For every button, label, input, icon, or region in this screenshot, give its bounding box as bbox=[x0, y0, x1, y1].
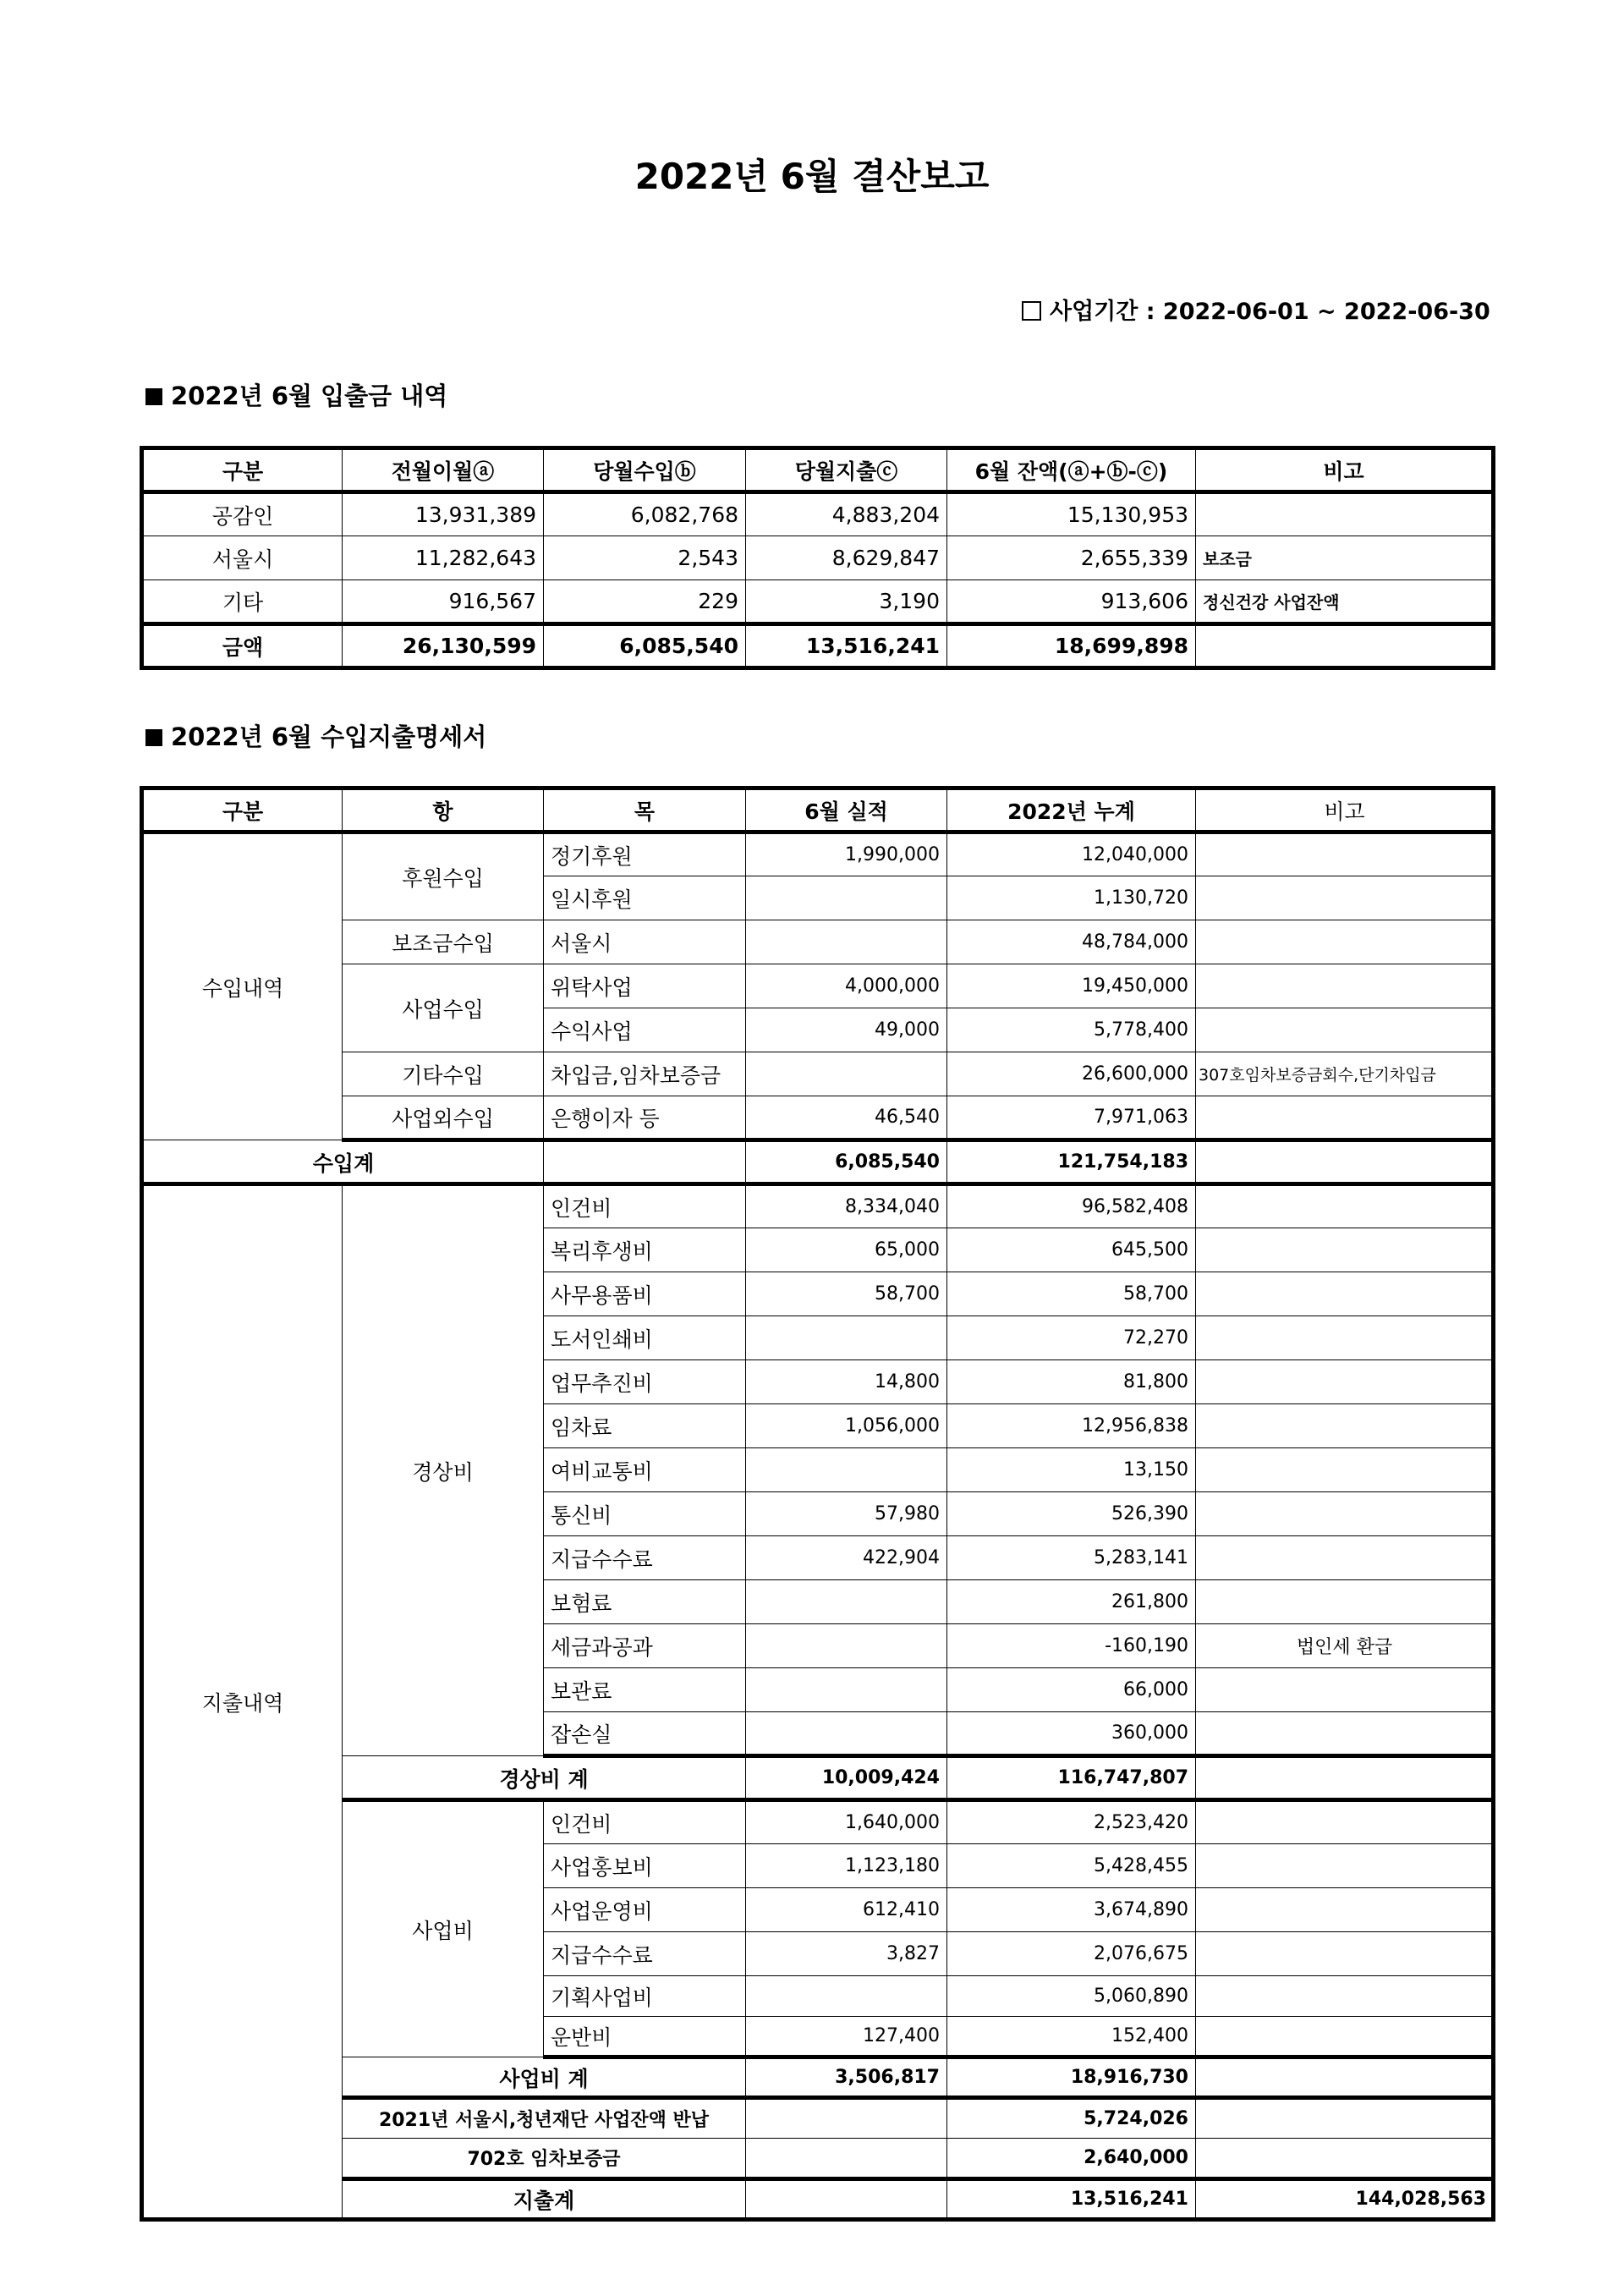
income-cell: 2,543 bbox=[544, 536, 746, 580]
item-cell: 업무추진비 bbox=[544, 1360, 746, 1404]
income-expense-table bbox=[140, 786, 1495, 2222]
income-cell: 6,082,768 bbox=[544, 492, 746, 536]
header-cell: 6월 실적 bbox=[746, 788, 947, 832]
item-cell: 서울시 bbox=[544, 920, 746, 964]
group-label: 기타수입 bbox=[343, 1052, 544, 1096]
project-total-note bbox=[1196, 2057, 1494, 2098]
note-cell bbox=[1196, 2017, 1494, 2057]
month-cell: 14,800 bbox=[746, 1360, 947, 1404]
income-total-item bbox=[544, 1140, 746, 1184]
project-total-label: 사업비 계 bbox=[343, 2057, 746, 2098]
table-row bbox=[142, 964, 1494, 1008]
month-cell: 1,640,000 bbox=[746, 1800, 947, 1844]
ytd-cell: 645,500 bbox=[947, 1228, 1196, 1272]
prev-cell: 11,282,643 bbox=[343, 536, 544, 580]
month-cell bbox=[746, 1448, 947, 1492]
month-cell bbox=[746, 1976, 947, 2017]
table-row bbox=[142, 920, 1494, 964]
table-row bbox=[142, 492, 1494, 536]
month-cell: 1,990,000 bbox=[746, 832, 947, 876]
note-cell bbox=[1196, 1184, 1494, 1228]
item-cell: 도서인쇄비 bbox=[544, 1316, 746, 1360]
month-cell bbox=[746, 920, 947, 964]
ytd-cell: 81,800 bbox=[947, 1360, 1196, 1404]
note-cell bbox=[1196, 832, 1494, 876]
total-prev: 26,130,599 bbox=[343, 624, 544, 668]
group-label: 사업수입 bbox=[343, 964, 544, 1052]
table-row bbox=[142, 1096, 1494, 1140]
group-label: 경상비 bbox=[343, 1184, 544, 1756]
table-row bbox=[142, 1184, 1494, 1228]
ytd-cell: 3,674,890 bbox=[947, 1888, 1196, 1932]
ytd-cell: 261,800 bbox=[947, 1580, 1196, 1624]
header-cell: 6월 잔액(ⓐ+ⓑ-ⓒ) bbox=[947, 448, 1196, 492]
ytd-cell: 7,971,063 bbox=[947, 1096, 1196, 1140]
note-cell bbox=[1196, 876, 1494, 920]
deposit-note bbox=[1196, 2139, 1494, 2179]
note-cell bbox=[1196, 492, 1494, 536]
ytd-cell: 12,956,838 bbox=[947, 1404, 1196, 1448]
ytd-cell: 48,784,000 bbox=[947, 920, 1196, 964]
operating-total-ytd: 116,747,807 bbox=[947, 1756, 1196, 1800]
month-cell bbox=[746, 1668, 947, 1712]
ytd-cell: 5,060,890 bbox=[947, 1976, 1196, 2017]
table-row bbox=[142, 1052, 1494, 1096]
operating-total-month: 10,009,424 bbox=[746, 1756, 947, 1800]
expense-total-row bbox=[142, 2179, 1494, 2220]
note-cell: 307호임차보증금회수,단기차입금 bbox=[1196, 1052, 1494, 1096]
item-cell: 잡손실 bbox=[544, 1712, 746, 1756]
item-cell: 차입금,임차보증금 bbox=[544, 1052, 746, 1096]
ytd-cell: 526,390 bbox=[947, 1492, 1196, 1536]
income-cell: 229 bbox=[544, 580, 746, 624]
table-header-row bbox=[142, 448, 1494, 492]
income-section-label: 수입내역 bbox=[142, 832, 343, 1140]
business-period-text: 사업기간 : 2022-06-01 ~ 2022-06-30 bbox=[1050, 299, 1490, 325]
header-cell: 전월이월ⓐ bbox=[343, 448, 544, 492]
note-cell: 법인세 환급 bbox=[1196, 1624, 1494, 1668]
month-cell: 58,700 bbox=[746, 1272, 947, 1316]
note-cell bbox=[1196, 964, 1494, 1008]
header-cell: 당월수입ⓑ bbox=[544, 448, 746, 492]
item-cell: 임차료 bbox=[544, 1404, 746, 1448]
note-cell bbox=[1196, 1668, 1494, 1712]
note-cell bbox=[1196, 1976, 1494, 2017]
total-balance: 18,699,898 bbox=[947, 624, 1196, 668]
item-cell: 운반비 bbox=[544, 2017, 746, 2057]
project-total-ytd: 18,916,730 bbox=[947, 2057, 1196, 2098]
black-square-icon bbox=[145, 388, 162, 405]
group-label: 사업비 bbox=[343, 1800, 544, 2057]
expense-total-item bbox=[746, 2179, 947, 2220]
group-label: 사업외수입 bbox=[343, 1096, 544, 1140]
item-cell: 정기후원 bbox=[544, 832, 746, 876]
total-label: 금액 bbox=[142, 624, 343, 668]
table-header-row bbox=[142, 788, 1494, 832]
item-cell: 인건비 bbox=[544, 1800, 746, 1844]
note-cell bbox=[1196, 1228, 1494, 1272]
note-cell bbox=[1196, 1712, 1494, 1756]
refund-ytd: 5,724,026 bbox=[947, 2098, 1196, 2139]
header-cell: 목 bbox=[544, 788, 746, 832]
row-name: 기타 bbox=[142, 580, 343, 624]
header-cell: 비고 bbox=[1196, 788, 1494, 832]
row-name: 서울시 bbox=[142, 536, 343, 580]
ytd-cell: 5,283,141 bbox=[947, 1536, 1196, 1580]
total-income: 6,085,540 bbox=[544, 624, 746, 668]
prev-cell: 916,567 bbox=[343, 580, 544, 624]
note-cell bbox=[1196, 1316, 1494, 1360]
ytd-cell: 360,000 bbox=[947, 1712, 1196, 1756]
note-cell bbox=[1196, 920, 1494, 964]
item-cell: 지급수수료 bbox=[544, 1932, 746, 1976]
income-total-month: 6,085,540 bbox=[746, 1140, 947, 1184]
header-cell: 항 bbox=[343, 788, 544, 832]
note-cell bbox=[1196, 1448, 1494, 1492]
black-square-icon bbox=[145, 729, 162, 746]
note-cell: 정신건강 사업잔액 bbox=[1196, 580, 1494, 624]
group-label: 보조금수입 bbox=[343, 920, 544, 964]
month-cell: 612,410 bbox=[746, 1888, 947, 1932]
month-cell: 3,827 bbox=[746, 1932, 947, 1976]
total-row bbox=[142, 624, 1494, 668]
income-total-row bbox=[142, 1140, 1494, 1184]
subtotal-row bbox=[142, 1756, 1494, 1800]
note-cell bbox=[1196, 1932, 1494, 1976]
deposit-month bbox=[746, 2139, 947, 2179]
ytd-cell: 12,040,000 bbox=[947, 832, 1196, 876]
month-cell: 4,000,000 bbox=[746, 964, 947, 1008]
page-title: 2022년 6월 결산보고 bbox=[634, 156, 990, 197]
ytd-cell: 96,582,408 bbox=[947, 1184, 1196, 1228]
month-cell: 422,904 bbox=[746, 1536, 947, 1580]
table-row bbox=[142, 1800, 1494, 1844]
note-cell bbox=[1196, 1008, 1494, 1052]
item-cell: 세금과공과 bbox=[544, 1624, 746, 1668]
item-cell: 인건비 bbox=[544, 1184, 746, 1228]
operating-total-note bbox=[1196, 1756, 1494, 1800]
item-cell: 보관료 bbox=[544, 1668, 746, 1712]
table-row bbox=[142, 580, 1494, 624]
month-cell bbox=[746, 876, 947, 920]
ytd-cell: 58,700 bbox=[947, 1272, 1196, 1316]
item-cell: 보험료 bbox=[544, 1580, 746, 1624]
note-cell bbox=[1196, 1096, 1494, 1140]
row-name: 공감인 bbox=[142, 492, 343, 536]
cashflow-table bbox=[140, 446, 1495, 670]
section-heading-cashflow: 2022년 6월 입출금 내역 bbox=[145, 377, 447, 412]
table-row bbox=[142, 536, 1494, 580]
item-cell: 복리후생비 bbox=[544, 1228, 746, 1272]
table-row bbox=[142, 2098, 1494, 2139]
balance-cell: 15,130,953 bbox=[947, 492, 1196, 536]
item-cell: 일시후원 bbox=[544, 876, 746, 920]
ytd-cell: -160,190 bbox=[947, 1624, 1196, 1668]
header-cell: 당월지출ⓒ bbox=[746, 448, 947, 492]
month-cell: 65,000 bbox=[746, 1228, 947, 1272]
header-cell: 2022년 누계 bbox=[947, 788, 1196, 832]
business-period bbox=[1022, 293, 1490, 326]
item-cell: 여비교통비 bbox=[544, 1448, 746, 1492]
refund-label: 2021년 서울시,청년재단 사업잔액 반납 bbox=[343, 2098, 746, 2139]
ytd-cell: 2,523,420 bbox=[947, 1800, 1196, 1844]
income-total-note bbox=[1196, 1140, 1494, 1184]
item-cell: 통신비 bbox=[544, 1492, 746, 1536]
header-cell: 구분 bbox=[142, 788, 343, 832]
item-cell: 수익사업 bbox=[544, 1008, 746, 1052]
expense-total-ytd: 144,028,563 bbox=[1196, 2179, 1494, 2220]
table-row bbox=[142, 2139, 1494, 2179]
deposit-ytd: 2,640,000 bbox=[947, 2139, 1196, 2179]
note-cell bbox=[1196, 1492, 1494, 1536]
item-cell: 은행이자 등 bbox=[544, 1096, 746, 1140]
month-cell: 57,980 bbox=[746, 1492, 947, 1536]
month-cell bbox=[746, 1052, 947, 1096]
note-cell: 보조금 bbox=[1196, 536, 1494, 580]
income-total-label: 수입계 bbox=[142, 1140, 544, 1184]
ytd-cell: 1,130,720 bbox=[947, 876, 1196, 920]
expense-total-month: 13,516,241 bbox=[947, 2179, 1196, 2220]
month-cell: 8,334,040 bbox=[746, 1184, 947, 1228]
note-cell bbox=[1196, 1580, 1494, 1624]
note-cell bbox=[1196, 1404, 1494, 1448]
balance-cell: 2,655,339 bbox=[947, 536, 1196, 580]
expense-cell: 4,883,204 bbox=[746, 492, 947, 536]
month-cell: 1,123,180 bbox=[746, 1844, 947, 1888]
month-cell: 49,000 bbox=[746, 1008, 947, 1052]
ytd-cell: 2,076,675 bbox=[947, 1932, 1196, 1976]
item-cell: 사업홍보비 bbox=[544, 1844, 746, 1888]
month-cell bbox=[746, 1580, 947, 1624]
note-cell bbox=[1196, 1888, 1494, 1932]
month-cell: 46,540 bbox=[746, 1096, 947, 1140]
expense-cell: 8,629,847 bbox=[746, 536, 947, 580]
note-cell bbox=[1196, 1360, 1494, 1404]
ytd-cell: 5,778,400 bbox=[947, 1008, 1196, 1052]
header-cell: 구분 bbox=[142, 448, 343, 492]
refund-month bbox=[746, 2098, 947, 2139]
header-cell: 비고 bbox=[1196, 448, 1494, 492]
month-cell bbox=[746, 1624, 947, 1668]
subtotal-row bbox=[142, 2057, 1494, 2098]
ytd-cell: 19,450,000 bbox=[947, 964, 1196, 1008]
checkbox-square-icon bbox=[1022, 301, 1041, 321]
month-cell: 127,400 bbox=[746, 2017, 947, 2057]
table-row bbox=[142, 832, 1494, 876]
operating-total-label: 경상비 계 bbox=[343, 1756, 746, 1800]
item-cell: 기획사업비 bbox=[544, 1976, 746, 2017]
income-total-ytd: 121,754,183 bbox=[947, 1140, 1196, 1184]
month-cell bbox=[746, 1712, 947, 1756]
ytd-cell: 26,600,000 bbox=[947, 1052, 1196, 1096]
ytd-cell: 5,428,455 bbox=[947, 1844, 1196, 1888]
note-cell bbox=[1196, 1844, 1494, 1888]
section-heading-statement: 2022년 6월 수입지출명세서 bbox=[145, 718, 486, 753]
expense-section-label: 지출내역 bbox=[142, 1184, 343, 2220]
note-cell bbox=[1196, 1536, 1494, 1580]
project-total-month: 3,506,817 bbox=[746, 2057, 947, 2098]
ytd-cell: 13,150 bbox=[947, 1448, 1196, 1492]
deposit-label: 702호 임차보증금 bbox=[343, 2139, 746, 2179]
refund-note bbox=[1196, 2098, 1494, 2139]
item-cell: 사업운영비 bbox=[544, 1888, 746, 1932]
ytd-cell: 66,000 bbox=[947, 1668, 1196, 1712]
item-cell: 위탁사업 bbox=[544, 964, 746, 1008]
item-cell: 사무용품비 bbox=[544, 1272, 746, 1316]
ytd-cell: 152,400 bbox=[947, 2017, 1196, 2057]
note-cell bbox=[1196, 1272, 1494, 1316]
expense-total-label: 지출계 bbox=[343, 2179, 746, 2220]
total-expense: 13,516,241 bbox=[746, 624, 947, 668]
expense-cell: 3,190 bbox=[746, 580, 947, 624]
prev-cell: 13,931,389 bbox=[343, 492, 544, 536]
balance-cell: 913,606 bbox=[947, 580, 1196, 624]
total-note bbox=[1196, 624, 1494, 668]
ytd-cell: 72,270 bbox=[947, 1316, 1196, 1360]
month-cell: 1,056,000 bbox=[746, 1404, 947, 1448]
group-label: 후원수입 bbox=[343, 832, 544, 920]
item-cell: 지급수수료 bbox=[544, 1536, 746, 1580]
month-cell bbox=[746, 1316, 947, 1360]
note-cell bbox=[1196, 1800, 1494, 1844]
